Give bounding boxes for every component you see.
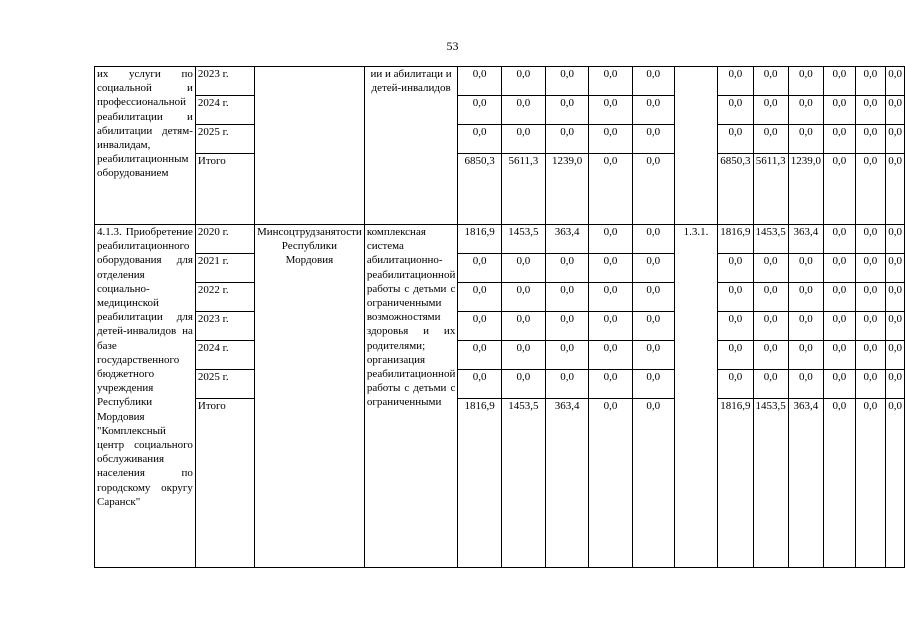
table-row (95, 370, 905, 399)
funding-breakdown-cell: 5611,3 (753, 154, 788, 225)
table-row (95, 67, 905, 96)
funding-cell: 0,0 (502, 283, 546, 312)
funding-breakdown-cell: 363,4 (788, 399, 823, 568)
funding-cell: 0,0 (502, 96, 546, 125)
funding-cell: 0,0 (458, 67, 502, 96)
funding-breakdown-cell: 0,0 (886, 125, 905, 154)
funding-breakdown-cell: 0,0 (788, 67, 823, 96)
funding-breakdown-cell: 0,0 (855, 283, 886, 312)
funding-cell: 0,0 (632, 341, 674, 370)
funding-cell: 0,0 (589, 96, 632, 125)
table-row (95, 399, 905, 568)
funding-breakdown-cell: 1816,9 (718, 225, 753, 254)
funding-breakdown-cell: 0,0 (824, 370, 856, 399)
funding-breakdown-cell: 6850,3 (718, 154, 753, 225)
funding-breakdown-cell: 0,0 (753, 67, 788, 96)
executor-cell: Минсоцтрудзанятости Республики Мордовия (254, 225, 364, 568)
table-row (95, 154, 905, 225)
year-cell: 2025 г. (195, 125, 254, 154)
year-cell: Итого (195, 154, 254, 225)
funding-breakdown-cell: 0,0 (886, 154, 905, 225)
funding-breakdown-cell: 0,0 (718, 254, 753, 283)
funding-breakdown-cell: 0,0 (824, 254, 856, 283)
year-cell: 2023 г. (195, 67, 254, 96)
funding-breakdown-cell: 0,0 (886, 225, 905, 254)
year-cell: 2023 г. (195, 312, 254, 341)
funding-breakdown-cell: 0,0 (824, 312, 856, 341)
funding-cell: 0,0 (589, 399, 632, 568)
funding-cell: 0,0 (545, 125, 589, 154)
funding-breakdown-cell: 0,0 (855, 312, 886, 341)
funding-cell: 363,4 (545, 399, 589, 568)
funding-breakdown-cell: 0,0 (824, 96, 856, 125)
funding-breakdown-cell: 0,0 (886, 399, 905, 568)
funding-cell: 1453,5 (502, 399, 546, 568)
funding-cell: 0,0 (502, 254, 546, 283)
table-row (95, 225, 905, 254)
page-number: 53 (446, 39, 459, 53)
funding-breakdown-cell: 0,0 (718, 125, 753, 154)
year-cell: 2024 г. (195, 96, 254, 125)
funding-breakdown-cell: 0,0 (855, 341, 886, 370)
table-row (95, 125, 905, 154)
year-cell: 2022 г. (195, 283, 254, 312)
funding-breakdown-cell: 0,0 (753, 125, 788, 154)
funding-breakdown-cell: 1453,5 (753, 225, 788, 254)
funding-breakdown-cell: 0,0 (855, 125, 886, 154)
funding-cell: 0,0 (632, 67, 674, 96)
funding-cell: 0,0 (632, 125, 674, 154)
funding-cell: 0,0 (589, 254, 632, 283)
funding-breakdown-cell: 0,0 (886, 96, 905, 125)
expected-result-cell: комплексная система абилитационно-реабилитационной работы с детьми с ограниченными возможностями здоровья и их родителями; организация реабилитационной работы с детьми с ограниченными (364, 225, 458, 568)
funding-cell: 363,4 (545, 225, 589, 254)
funding-cell: 0,0 (545, 341, 589, 370)
funding-breakdown-cell: 0,0 (718, 370, 753, 399)
year-cell: Итого (195, 399, 254, 568)
funding-breakdown-cell: 0,0 (886, 67, 905, 96)
funding-breakdown-cell: 0,0 (855, 67, 886, 96)
funding-breakdown-cell: 0,0 (788, 341, 823, 370)
table-row (95, 254, 905, 283)
funding-cell: 0,0 (458, 312, 502, 341)
funding-breakdown-cell: 1239,0 (788, 154, 823, 225)
funding-breakdown-cell: 0,0 (718, 96, 753, 125)
funding-breakdown-cell: 0,0 (788, 254, 823, 283)
funding-breakdown-cell: 1816,9 (718, 399, 753, 568)
year-cell: 2020 г. (195, 225, 254, 254)
funding-cell: 5611,3 (502, 154, 546, 225)
funding-breakdown-cell: 0,0 (718, 312, 753, 341)
funding-breakdown-cell: 363,4 (788, 225, 823, 254)
funding-breakdown-cell: 0,0 (855, 225, 886, 254)
funding-breakdown-cell: 0,0 (718, 341, 753, 370)
year-cell: 2024 г. (195, 341, 254, 370)
funding-cell: 0,0 (632, 312, 674, 341)
funding-breakdown-cell: 0,0 (855, 96, 886, 125)
funding-breakdown-cell: 0,0 (753, 254, 788, 283)
funding-breakdown-cell: 0,0 (855, 370, 886, 399)
funding-breakdown-cell: 0,0 (824, 341, 856, 370)
funding-cell: 6850,3 (458, 154, 502, 225)
funding-cell: 0,0 (458, 370, 502, 399)
funding-breakdown-cell: 0,0 (718, 283, 753, 312)
table-row (95, 341, 905, 370)
funding-breakdown-cell: 0,0 (824, 399, 856, 568)
funding-cell: 0,0 (545, 254, 589, 283)
executor-cell (254, 67, 364, 225)
funding-breakdown-cell: 0,0 (824, 154, 856, 225)
funding-cell: 0,0 (632, 370, 674, 399)
table-row (95, 96, 905, 125)
funding-breakdown-cell: 0,0 (753, 370, 788, 399)
year-cell: 2025 г. (195, 370, 254, 399)
funding-cell: 0,0 (632, 283, 674, 312)
funding-cell: 0,0 (545, 96, 589, 125)
funding-cell: 0,0 (545, 283, 589, 312)
funding-breakdown-cell: 1453,5 (753, 399, 788, 568)
funding-cell: 0,0 (632, 154, 674, 225)
measure-description-cell: их услуги по социальной и профессиональной реабилитации и абилитации детям-инвалидам, реабилитационным оборудованием (95, 67, 196, 225)
funding-cell: 0,0 (589, 225, 632, 254)
funding-breakdown-cell: 0,0 (788, 312, 823, 341)
funding-cell: 1816,9 (458, 225, 502, 254)
funding-cell: 0,0 (589, 312, 632, 341)
funding-cell: 0,0 (458, 96, 502, 125)
funding-breakdown-cell: 0,0 (886, 254, 905, 283)
funding-cell: 1453,5 (502, 225, 546, 254)
funding-cell: 0,0 (589, 125, 632, 154)
funding-cell: 0,0 (458, 125, 502, 154)
expected-result-cell: ии и абилитаци и детей-инвалидов (364, 67, 458, 225)
funding-cell: 1816,9 (458, 399, 502, 568)
funding-breakdown-cell: 0,0 (886, 283, 905, 312)
funding-breakdown-cell: 0,0 (855, 154, 886, 225)
funding-cell: 0,0 (502, 312, 546, 341)
funding-breakdown-cell: 0,0 (753, 283, 788, 312)
funding-cell: 0,0 (502, 67, 546, 96)
indicator-cell (674, 67, 718, 225)
funding-cell: 0,0 (502, 370, 546, 399)
funding-cell: 1239,0 (545, 154, 589, 225)
program-measures-table (94, 66, 905, 568)
funding-breakdown-cell: 0,0 (824, 67, 856, 96)
funding-cell: 0,0 (545, 370, 589, 399)
funding-cell: 0,0 (458, 341, 502, 370)
funding-breakdown-cell: 0,0 (753, 312, 788, 341)
funding-breakdown-cell: 0,0 (824, 225, 856, 254)
year-cell: 2021 г. (195, 254, 254, 283)
funding-breakdown-cell: 0,0 (753, 96, 788, 125)
funding-cell: 0,0 (589, 341, 632, 370)
funding-breakdown-cell: 0,0 (886, 312, 905, 341)
funding-cell: 0,0 (589, 370, 632, 399)
funding-breakdown-cell: 0,0 (886, 341, 905, 370)
funding-cell: 0,0 (545, 312, 589, 341)
table-row (95, 283, 905, 312)
funding-breakdown-cell: 0,0 (788, 283, 823, 312)
funding-breakdown-cell: 0,0 (788, 125, 823, 154)
table-row (95, 312, 905, 341)
funding-breakdown-cell: 0,0 (886, 370, 905, 399)
funding-cell: 0,0 (632, 96, 674, 125)
funding-breakdown-cell: 0,0 (788, 370, 823, 399)
funding-cell: 0,0 (589, 154, 632, 225)
funding-cell: 0,0 (458, 283, 502, 312)
funding-breakdown-cell: 0,0 (718, 67, 753, 96)
funding-cell: 0,0 (589, 67, 632, 96)
funding-cell: 0,0 (632, 225, 674, 254)
funding-cell: 0,0 (458, 254, 502, 283)
indicator-cell: 1.3.1. (674, 225, 718, 568)
funding-cell: 0,0 (589, 283, 632, 312)
funding-cell: 0,0 (545, 67, 589, 96)
funding-breakdown-cell: 0,0 (788, 96, 823, 125)
funding-breakdown-cell: 0,0 (824, 283, 856, 312)
funding-cell: 0,0 (632, 254, 674, 283)
measure-description-cell: 4.1.3. Приобретение реабилитационного оборудования для отделения социально-медицинской реабилитации для детей-инвалидов на базе государственного бюджетного учреждения Республики Мордовия "Комплексный центр социального обслуживания населения по городскому округу Саранск" (95, 225, 196, 568)
funding-cell: 0,0 (502, 125, 546, 154)
funding-cell: 0,0 (502, 341, 546, 370)
funding-breakdown-cell: 0,0 (855, 399, 886, 568)
funding-breakdown-cell: 0,0 (753, 341, 788, 370)
funding-breakdown-cell: 0,0 (855, 254, 886, 283)
funding-cell: 0,0 (632, 399, 674, 568)
funding-breakdown-cell: 0,0 (824, 125, 856, 154)
